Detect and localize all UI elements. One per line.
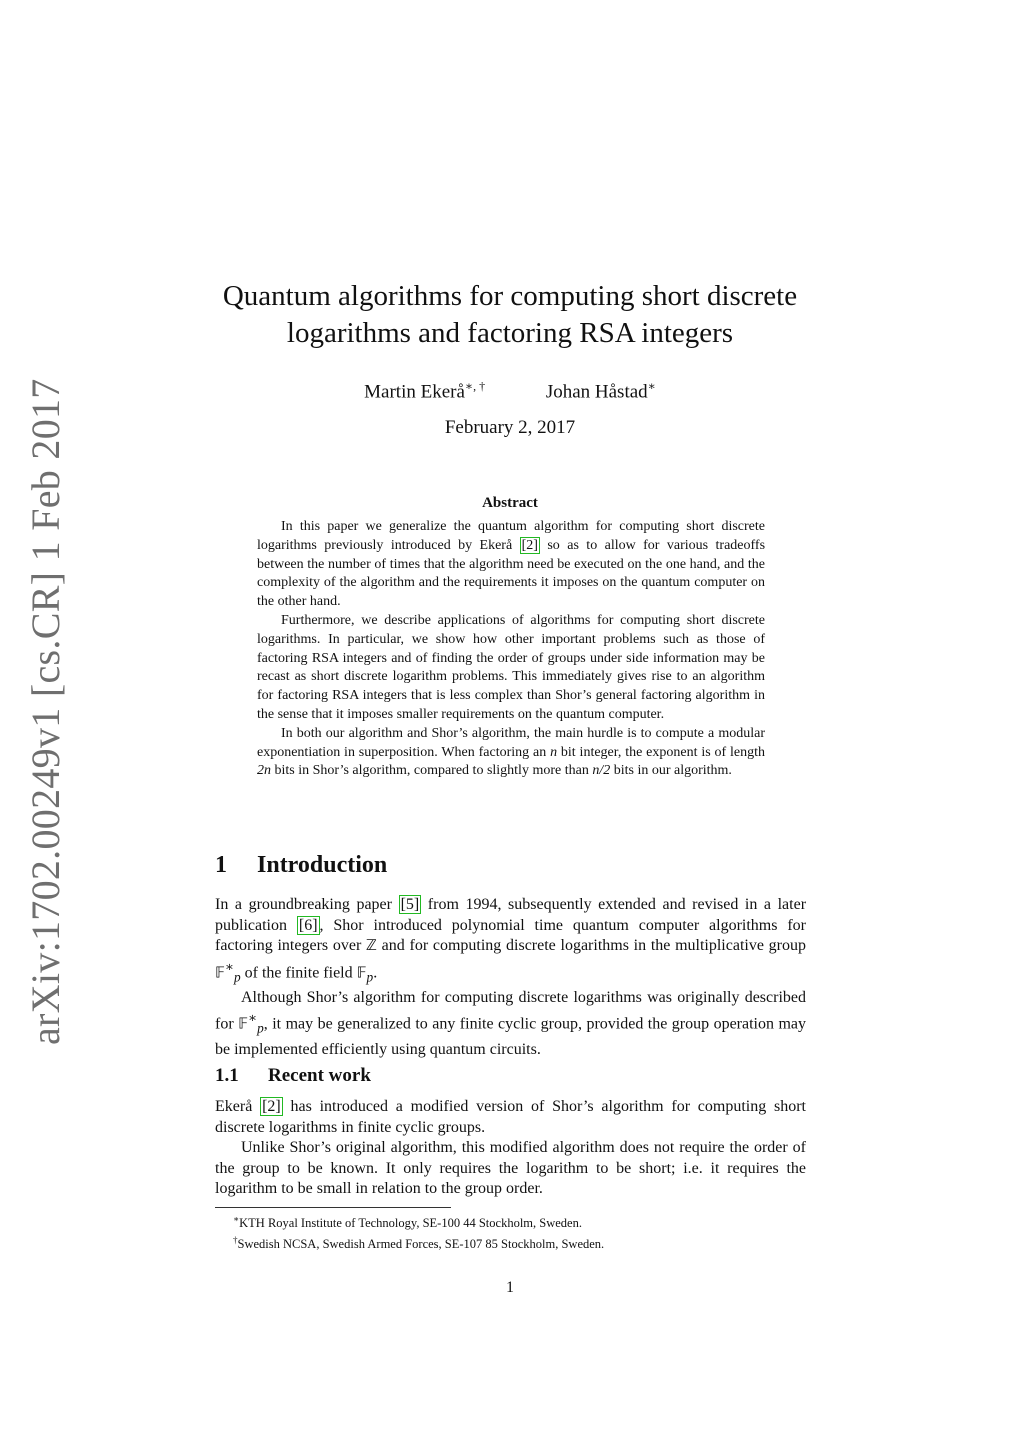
footnote-divider xyxy=(215,1207,451,1208)
arxiv-identifier: arXiv:1702.00249v1 [cs.CR] 1 Feb 2017 xyxy=(23,378,68,1045)
page-number: 1 xyxy=(506,1279,514,1296)
author-affiliation-marks: ∗, † xyxy=(464,379,486,393)
paper-title xyxy=(200,278,820,352)
subsection-number: 1.1 xyxy=(215,1065,239,1086)
abstract-paragraph-3: In both our algorithm and Shor’s algorithm, the main hurdle is to compute a modular exponentiation in superposition. When factoring an n bit integer, the exponent is of length 2n bits in Shor’s algorithm, compared to slightly more than n/2 bits in our algorithm. xyxy=(257,725,766,779)
footnotes xyxy=(233,1211,813,1253)
citation-link[interactable]: [6] xyxy=(298,916,318,934)
footnote-1: ∗KTH Royal Institute of Technology, SE-100 44 Stockholm, Sweden. xyxy=(233,1214,582,1231)
citation-link[interactable]: [2] xyxy=(262,1098,281,1115)
recent-work-paragraph-1: Ekerå [2] has introduced a modified version of Shor’s algorithm for computing short discrete logarithms in finite cyclic groups. xyxy=(215,1098,806,1136)
author-hastad: Johan Håstad∗ xyxy=(545,379,656,403)
subsection-title: Recent work xyxy=(268,1065,371,1086)
footnote-2: †Swedish NCSA, Swedish Armed Forces, SE-107 85 Stockholm, Sweden. xyxy=(233,1235,605,1252)
introduction-body xyxy=(215,895,806,1060)
abstract-body xyxy=(257,518,765,781)
publication-date: February 2, 2017 xyxy=(444,417,576,438)
title-line-2: logarithms and factoring RSA integers xyxy=(286,317,734,349)
author-affiliation-marks: ∗ xyxy=(647,379,656,393)
title-line-1: Quantum algorithms for computing short discrete xyxy=(222,280,798,312)
abstract-paragraph-1: In this paper we generalize the quantum algorithm for computing short discrete logarithms previously introduced by Ekerå [2] so as to allow for various tradeoffs between the number of times that the algorithm need be executed on the one hand, and the complexity of the algorithm and the requirements it imposes on the quantum computer on the other hand. xyxy=(257,519,766,610)
author-list xyxy=(200,374,820,404)
footnote-mark: † xyxy=(233,1235,238,1246)
recent-work-body xyxy=(215,1097,806,1200)
abstract-heading: Abstract xyxy=(482,495,538,511)
abstract-paragraph-2: Furthermore, we describe applications of algorithms for computing short discrete logarithms. In particular, we show how other important problems such as those of factoring RSA integers and of finding the order of groups under side information may be recast as short discrete logarithm problems. This immediately gives rise to an algorithm for factoring RSA integers that is less complex than Shor’s general factoring algorithm in the sense that it imposes smaller requirements on the quantum computer. xyxy=(257,612,765,722)
author-ekera: Martin Ekerå∗, † xyxy=(364,379,486,403)
section-number: 1 xyxy=(215,852,227,878)
section-title: Introduction xyxy=(257,852,388,878)
subsection-heading-recent-work xyxy=(215,1064,371,1088)
footnote-mark: ∗ xyxy=(233,1214,240,1224)
introduction-paragraph-1: In a groundbreaking paper [5] from 1994, subsequently extended and revised in a later publication [6] , Shor introduced polynomial time quantum computer algorithms for factoring integers over ℤ and for computing discrete logarithms in the multiplicative group 𝔽∗$_p$ of the finite field 𝔽$_p$. xyxy=(215,896,807,985)
citation-link[interactable]: [2] xyxy=(521,537,538,553)
recent-work-paragraph-2: Unlike Shor’s original algorithm, this modified algorithm does not require the order of the group to be known. It only requires the logarithm to be short; i.e. it requires the logarithm to be small in relation to the group order. xyxy=(215,1139,806,1198)
section-heading-introduction xyxy=(215,850,387,880)
citation-link[interactable]: [5] xyxy=(400,896,420,913)
introduction-paragraph-2: Although Shor’s algorithm for computing discrete logarithms was originally described for 𝔽∗$_p$, it may be generalized to any finite cyclic group, provided the group operation may be implemented efficiently using quantum circuits. xyxy=(215,988,807,1058)
